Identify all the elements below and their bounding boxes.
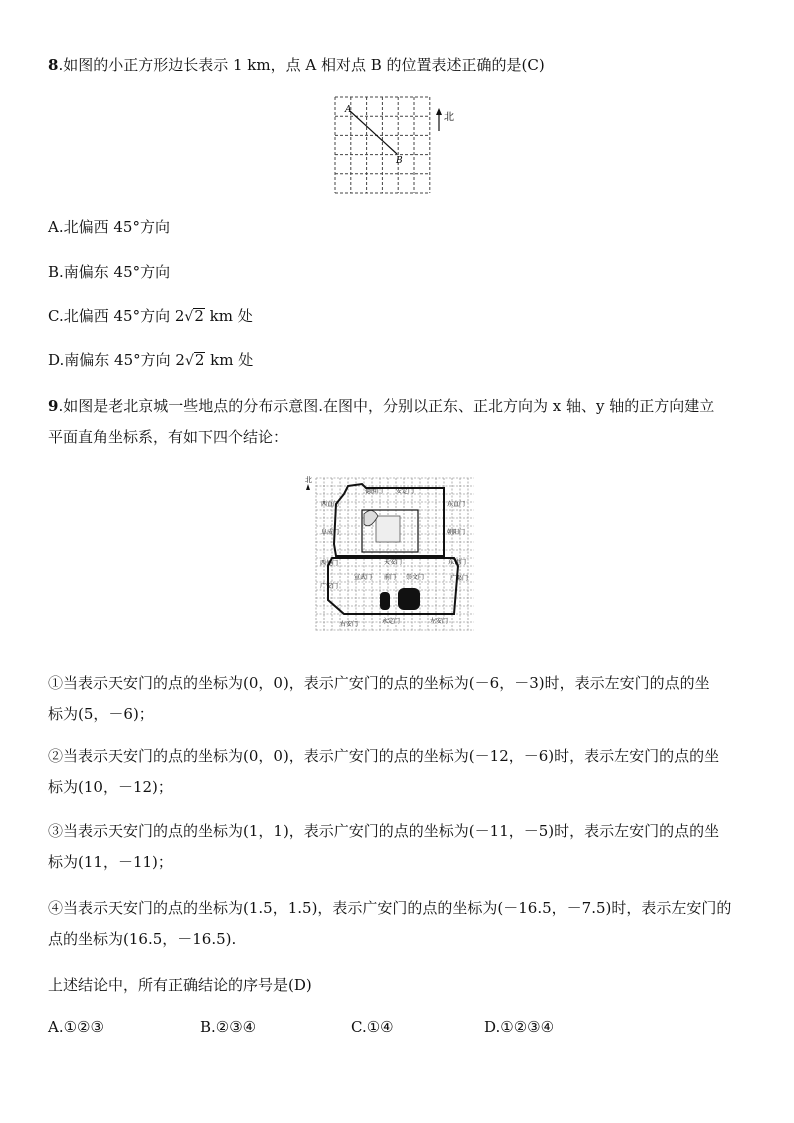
map-label-dongbianmen: 东便门 [448, 559, 467, 566]
forbidden-city [376, 516, 400, 542]
q8-grid-figure [334, 96, 460, 196]
map-north-arrow-icon [306, 484, 310, 490]
q8-option-b: B.南偏东 45°方向 [48, 263, 171, 281]
q9-conclusion-1-line2: 标为(5，－6)； [48, 705, 154, 723]
q9-stem-line2: 平面直角坐标系，有如下四个结论： [48, 428, 289, 446]
temple-of-heaven-shape [398, 588, 420, 610]
q9-stem-text: .如图是老北京城一些地点的分布示意图.在图中，分别以正东、正北方向为 x 轴、y 轴的正方向建立 [58, 397, 715, 415]
q8-option-d-radicand: 2 [194, 351, 205, 369]
q9-question: 上述结论中，所有正确结论的序号是(D) [48, 976, 312, 994]
q8-stem-text: .如图的小正方形边长表示 1 km，点 A 相对点 B 的位置表述正确的是(C) [58, 56, 545, 74]
temple-shape [380, 592, 390, 610]
q9-conclusion-3-line2: 标为(11，－11)； [48, 853, 173, 871]
q9-conclusion-3-line1: ③当表示天安门的点的坐标为(1，1)，表示广安门的点的坐标为(－11，－5)时，表示左安门的点的坐 [48, 822, 720, 840]
q9-option-c: C.①④ [351, 1018, 394, 1036]
q9-option-b: B.②③④ [200, 1018, 257, 1036]
map-label-yongdingmen: 永定门 [382, 618, 401, 625]
q8-option-d [48, 349, 253, 370]
q9-stem-line1 [48, 395, 714, 416]
map-label-zuoanmen: 左安门 [430, 618, 449, 625]
q8-option-d-suffix: km 处 [205, 351, 254, 369]
map-label-guanganmen: 广安门 [320, 583, 339, 590]
map-label-qianmen: 前门 [384, 574, 397, 581]
beijing-map-figure [304, 474, 476, 634]
sqrt-icon: √ [184, 353, 194, 369]
q8-segment-ab [350, 111, 397, 154]
north-arrowhead-icon [436, 108, 442, 115]
map-label-xibianmen: 西便门 [320, 560, 339, 567]
map-label-guangqumen: 广渠门 [450, 575, 469, 582]
q8-label-a: A [345, 105, 352, 115]
q9-option-a: A.①②③ [48, 1018, 104, 1036]
q8-north-label: 北 [444, 112, 454, 123]
q9-option-d: D.①②③④ [484, 1018, 555, 1036]
map-label-andingmen: 安定门 [396, 488, 415, 495]
q9-conclusion-1-line1: ①当表示天安门的点的坐标为(0，0)，表示广安门的点的坐标为(－6，－3)时，表示左安门的点的坐 [48, 674, 710, 692]
q9-conclusion-4-line2: 点的坐标为(16.5，－16.5). [48, 930, 237, 948]
q9-conclusion-2-line2: 标为(10，－12)； [48, 778, 173, 796]
q8-option-d-prefix: D.南偏东 45°方向 2 [48, 351, 185, 369]
q8-option-c-prefix: C.北偏西 45°方向 2 [48, 307, 185, 325]
map-label-xuanwumen: 宣武门 [354, 574, 373, 581]
q9-conclusion-2-line1: ②当表示天安门的点的坐标为(0，0)，表示广安门的点的坐标为(－12，－6)时，表示左安门的点的坐 [48, 747, 720, 765]
q9-conclusion-4-line1: ④当表示天安门的点的坐标为(1.5，1.5)，表示广安门的点的坐标为(－16.5，－7.5)时，表示左安门的 [48, 899, 732, 917]
q8-option-a: A.北偏西 45°方向 [48, 218, 170, 236]
q8-option-c-suffix: km 处 [204, 307, 253, 325]
q8-option-c-radicand: 2 [194, 307, 204, 325]
map-label-xizhimen: 西直门 [321, 501, 340, 508]
map-label-fuchengmen: 阜成门 [321, 529, 340, 536]
q8-option-c [48, 305, 253, 326]
q8-stem [48, 54, 545, 75]
map-north-label: 北 [305, 476, 312, 484]
q8-label-b: B [396, 156, 403, 166]
map-label-chaoyangmen: 朝阳门 [447, 529, 466, 536]
map-label-deshengmen: 德胜门 [365, 488, 384, 495]
map-label-chongwenmen: 崇文门 [406, 574, 425, 581]
q8-number: 8 [48, 56, 59, 74]
outer-city-wall [328, 558, 458, 614]
map-label-tiananmen: 天安门 [384, 559, 403, 566]
map-label-youanmen: 右安门 [340, 621, 359, 628]
q9-number: 9 [48, 397, 59, 415]
sqrt-icon: √ [184, 309, 194, 325]
map-label-dongzhimen: 东直门 [447, 501, 466, 508]
